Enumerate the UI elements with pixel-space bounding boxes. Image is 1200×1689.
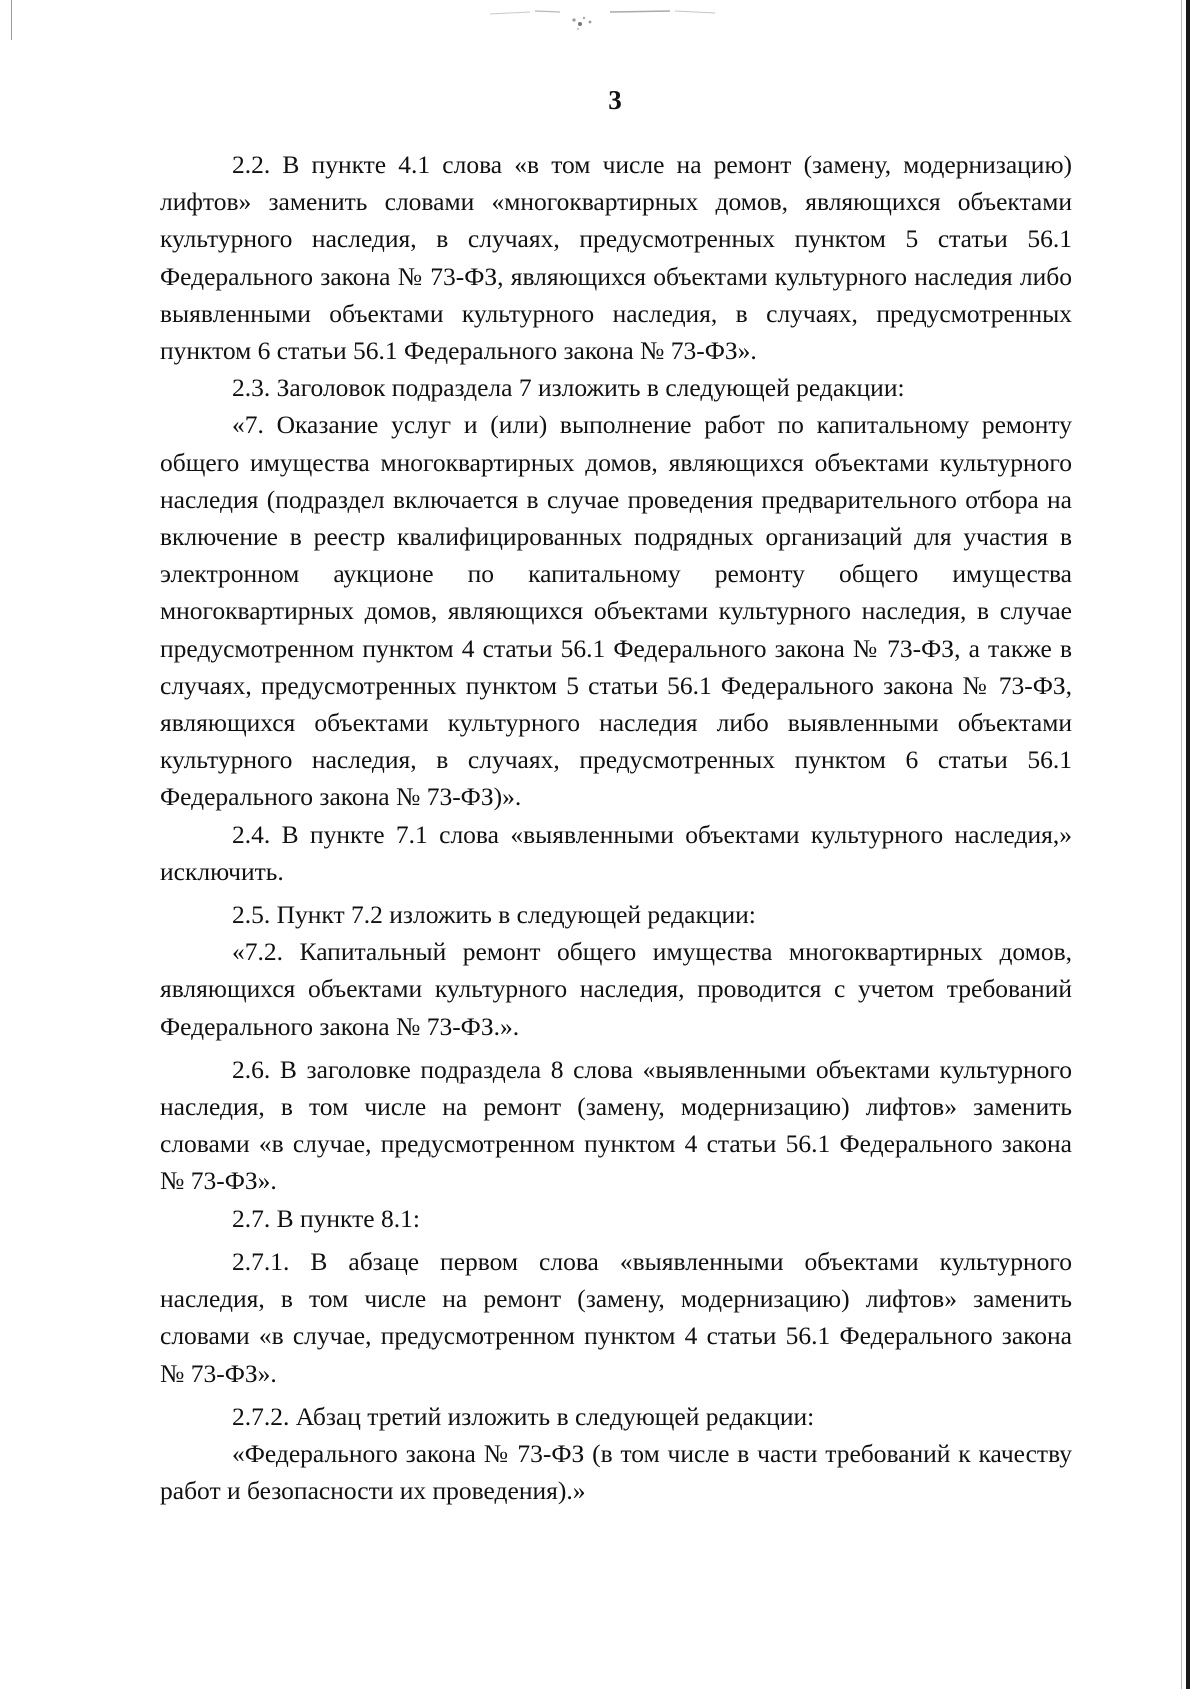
scan-edge-right-thin (1181, 0, 1182, 1689)
paragraph-quote-federal-law: «Федерального закона № 73-ФЗ (в том числе в части требований к качеству работ и безопасности их проведения).» (160, 1438, 1072, 1506)
paragraph-quote-7-2: «7.2. Капитальный ремонт общего имущества многоквартирных домов, являющихся объектами культурного наследия, проводится с учетом требований Федерального закона № 73-ФЗ.». (160, 937, 1072, 1041)
paragraph-2-7-1: 2.7.1. В абзаце первом слова «выявленными объектами культурного наследия, в том числе на ремонт (замену, модернизацию) лифтов» заменить словами «в случае, предусмотренном пунктом 4 статьи 56.1 Федерального закона № 73-ФЗ». (160, 1246, 1072, 1388)
document-body (160, 146, 1072, 1509)
scan-artifact-top (490, 6, 720, 32)
paragraph-2-4: 2.4. В пункте 7.1 слова «выявленными объектами культурного наследия,» исключить. (160, 819, 1072, 886)
scan-edge-left (11, 0, 12, 40)
paragraph-quote-7: «7. Оказание услуг и (или) выполнение работ по капитальному ремонту общего имущества многоквартирных домов, являющихся объектами культурного наследия (подраздел включается в случае проведения предварительного отбора на включение в реестр квалифицированных подрядных организаций для участия в электронном аукционе по капитальному ремонту общего имущества многоквартирных домов, являющихся объектами культурного наследия, в случае предусмотренном пунктом 4 статьи 56.1 Федерального закона № 73-ФЗ, а также в случаях, предусмотренных пунктом 5 статьи 56.1 Федерального закона № 73-ФЗ, являющихся объектами культурного наследия либо выявленными объектами культурного наследия, в случаях, предусмотренных пунктом 6 статьи 56.1 Федерального закона № 73-ФЗ)». (160, 410, 1072, 812)
paragraph-2-7-2: 2.7.2. Абзац третий изложить в следующей редакции: (232, 1401, 815, 1431)
paragraph-2-3: 2.3. Заголовок подраздела 7 изложить в следующей редакции: (232, 373, 905, 403)
paragraph-2-5: 2.5. Пункт 7.2 изложить в следующей редакции: (232, 900, 756, 930)
paragraph-2-7: 2.7. В пункте 8.1: (232, 1203, 420, 1233)
page-number: 3 (608, 85, 622, 115)
paragraph-2-6: 2.6. В заголовке подраздела 8 слова «выявленными объектами культурного наследия, в том числе на ремонт (замену, модернизацию) лифтов» заменить словами «в случае, предусмотренном пунктом 4 статьи 56.1 Федерального закона № 73-ФЗ». (160, 1054, 1072, 1196)
scan-edge-right (1186, 0, 1190, 1689)
paragraph-2-2: 2.2. В пункте 4.1 слова «в том числе на ремонт (замену, модернизацию) лифтов» заменить словами «многоквартирных домов, являющихся объектами культурного наследия, в случаях, предусмотренных пунктом 5 статьи 56.1 Федерального закона № 73-ФЗ, являющихся объектами культурного наследия либо выявленными объектами культурного наследия, в случаях, предусмотренных пунктом 6 статьи 56.1 Федерального закона № 73-ФЗ». (160, 150, 1072, 366)
